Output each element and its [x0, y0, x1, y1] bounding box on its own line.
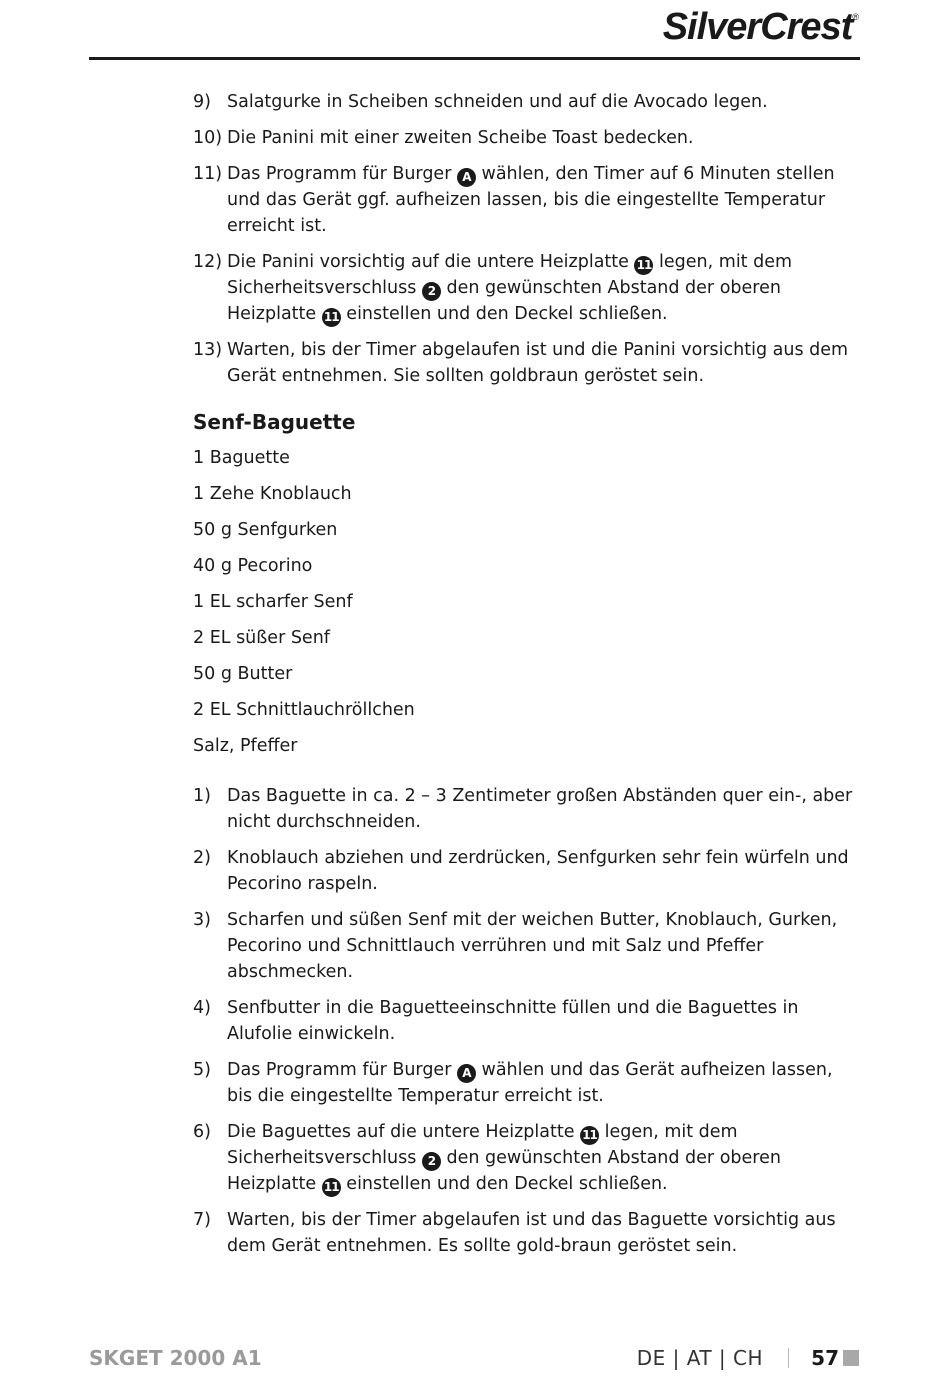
step-item — [193, 337, 861, 389]
part-reference-badge: 11 — [580, 1126, 599, 1145]
step-text: Senfbutter in die Baguetteeinschnitte füllen und die Baguettes in Alufolie einwickeln. — [227, 998, 799, 1044]
step-item — [193, 907, 861, 985]
footer-separator — [788, 1348, 789, 1368]
step-item — [193, 845, 861, 897]
step-text: Die Panini mit einer zweiten Scheibe Toast bedecken. — [227, 128, 694, 148]
step-item — [193, 249, 861, 327]
ingredient-item: 1 Baguette — [193, 448, 290, 468]
ingredient-list — [193, 445, 861, 759]
step-text-part: den gewünschten Abstand der oberen Heizplatte — [227, 278, 781, 324]
step-text-part: den gewünschten Abstand der oberen Heizplatte — [227, 1148, 781, 1194]
step-text-part: Die Baguettes auf die untere Heizplatte — [227, 1122, 581, 1142]
part-reference-badge: 11 — [322, 308, 341, 327]
step-text-part: legen, mit dem Sicherheitsverschluss — [227, 1122, 738, 1168]
ingredient-item: Salz, Pfeffer — [193, 736, 298, 756]
step-item — [193, 161, 861, 239]
step-item — [193, 89, 861, 115]
part-reference-badge: 11 — [634, 256, 653, 275]
ingredient-item: 1 Zehe Knoblauch — [193, 484, 352, 504]
step-item — [193, 1119, 861, 1197]
step-number: 2) — [193, 848, 211, 868]
step-text-part: einstellen und den Deckel schließen. — [340, 304, 668, 324]
step-item — [193, 995, 861, 1047]
section-title: Senf-Baguette — [193, 410, 356, 434]
step-text — [227, 1057, 861, 1109]
step-text-part: Das Programm für Burger — [227, 1060, 457, 1080]
step-number: 5) — [193, 1060, 211, 1080]
part-reference-badge: A — [457, 1064, 476, 1083]
step-number: 3) — [193, 910, 211, 930]
part-reference-badge: 2 — [422, 1152, 441, 1171]
step-number: 7) — [193, 1210, 211, 1230]
step-item — [193, 1207, 861, 1259]
steps-list-bottom — [193, 783, 861, 1259]
step-text: Warten, bis der Timer abgelaufen ist und die Panini vorsichtig aus dem Gerät entnehmen. Sie sollten goldbraun geröstet sein. — [227, 340, 849, 386]
step-text: Scharfen und süßen Senf mit der weichen Butter, Knoblauch, Gurken, Pecorino und Schnittlauch verrühren und mit Salz und Pfeffer abschmecken. — [227, 910, 838, 982]
part-reference-badge: 11 — [322, 1178, 341, 1197]
country-codes: DE | AT | CH — [636, 1346, 763, 1370]
ingredient-item: 2 EL Schnittlauchröllchen — [193, 700, 415, 720]
step-text-part: legen, mit dem Sicherheitsverschluss — [227, 252, 793, 298]
step-text: Das Baguette in ca. 2 – 3 Zentimeter großen Abständen quer ein-, aber nicht durchschneiden. — [227, 786, 853, 832]
page-content — [193, 89, 861, 1269]
step-text — [227, 1119, 861, 1197]
step-number: 9) — [193, 92, 211, 112]
brand-name: SilverCrest — [662, 6, 853, 48]
ingredient-item: 50 g Butter — [193, 664, 293, 684]
registered-mark: ® — [852, 12, 858, 22]
step-text-part: wählen und das Gerät aufheizen lassen, bis die eingestellte Temperatur erreicht ist. — [227, 1060, 833, 1106]
step-number: 4) — [193, 998, 211, 1018]
brand-logo — [663, 6, 858, 49]
step-text-part: einstellen und den Deckel schließen. — [340, 1174, 668, 1194]
steps-list-top — [193, 89, 861, 389]
step-number: 6) — [193, 1122, 211, 1142]
step-text — [227, 161, 861, 239]
step-number: 13) — [193, 340, 223, 360]
part-reference-badge: A — [457, 168, 476, 187]
step-text-part: Das Programm für Burger — [227, 164, 457, 184]
ingredient-item: 40 g Pecorino — [193, 556, 313, 576]
part-reference-badge: 2 — [422, 282, 441, 301]
model-number: SKGET 2000 A1 — [89, 1346, 262, 1370]
step-text — [227, 249, 861, 327]
page-number: 57 — [811, 1346, 839, 1370]
step-number: 11) — [193, 164, 223, 184]
step-number: 12) — [193, 252, 223, 272]
step-text: Warten, bis der Timer abgelaufen ist und das Baguette vorsichtig aus dem Gerät entnehmen. Es sollte gold-braun geröstet sein. — [227, 1210, 836, 1256]
step-item — [193, 783, 861, 835]
step-text: Knoblauch abziehen und zerdrücken, Senfgurken sehr fein würfeln und Pecorino raspeln. — [227, 848, 849, 894]
ingredient-item: 50 g Senfgurken — [193, 520, 338, 540]
step-item — [193, 1057, 861, 1109]
page-marker-square — [843, 1350, 859, 1366]
page-footer — [89, 1346, 861, 1376]
step-number: 1) — [193, 786, 211, 806]
step-text-part: wählen, den Timer auf 6 Minuten stellen und das Gerät ggf. aufheizen lassen, bis die eingestellte Temperatur erreicht ist. — [227, 164, 835, 236]
step-text: Salatgurke in Scheiben schneiden und auf die Avocado legen. — [227, 92, 768, 112]
ingredient-item: 1 EL scharfer Senf — [193, 592, 353, 612]
step-text-part: Die Panini vorsichtig auf die untere Heizplatte — [227, 252, 635, 272]
header-rule — [89, 57, 860, 60]
ingredient-item: 2 EL süßer Senf — [193, 628, 330, 648]
step-item — [193, 125, 861, 151]
step-number: 10) — [193, 128, 223, 148]
